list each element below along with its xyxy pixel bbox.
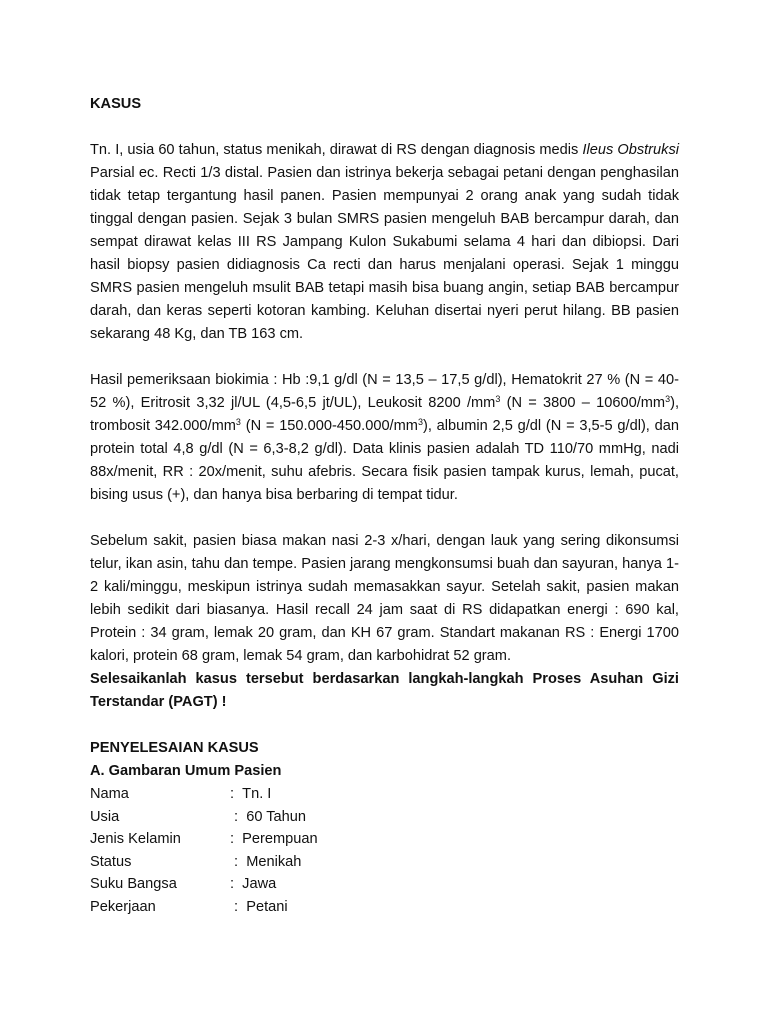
text-run: (N = 150.000-450.000/mm <box>240 418 418 434</box>
case-paragraph-1 <box>90 139 679 346</box>
diet-history-paragraph: Sebelum sakit, pasien biasa makan nasi 2-3 x/hari, dengan lauk yang sering dikonsumsi telur, ikan asin, tahu dan tempe. Pasien jarang mengkonsumsi buah dan sayuran, hanya 1-2 kali/minggu, meskipun istrinya sudah memasakkan sayur. Setelah sakit, pasien makan lebih sedikit dari biasanya. Hasil recall 24 jam saat di RS didapatkan energi : 690 kal, Protein : 34 gram, lemak 20 gram, dan KH 67 gram. Standart makanan RS : Energi 1700 kalori, protein 68 gram, lemak 54 gram, dan karbohidrat 52 gram. <box>90 533 679 664</box>
case-title: KASUS <box>90 96 142 112</box>
patient-info-row <box>90 828 679 851</box>
superscript: 3 <box>235 417 241 427</box>
patient-info-row <box>90 873 679 896</box>
patient-info-row <box>90 851 679 874</box>
superscript: 3 <box>495 394 501 404</box>
text-run: ), trombosit 342.000/mm <box>90 395 679 434</box>
info-value: Petani <box>246 898 288 915</box>
info-separator: : <box>230 808 247 825</box>
patient-info-row <box>90 806 679 829</box>
info-label: Usia <box>90 808 120 825</box>
patient-info-row <box>90 896 679 919</box>
patient-info-row <box>90 783 679 806</box>
subsection-title: A. Gambaran Umum Pasien <box>90 763 282 779</box>
info-separator: : <box>230 876 243 893</box>
text-run: ), albumin 2,5 g/dl (N = 3,5-5 g/dl), dan protein total 4,8 g/dl (N = 6,3-8,2 g/dl). Data klinis pasien adalah TD 110/70 mmHg, nadi 88x/menit, RR : 20x/menit, suhu afebris. Secara fisik pasien tampak kurus, lemah, pucat, bising usus (+), dan hanya bisa berbaring di tempat tidur. <box>90 418 679 503</box>
info-value: Jawa <box>242 876 277 893</box>
info-label: Suku Bangsa <box>90 876 177 893</box>
spacer <box>90 507 679 530</box>
spacer <box>90 714 679 737</box>
text-run: Parsial ec. Recti 1/3 distal. Pasien dan istrinya bekerja sebagai petani dengan penghasilan tidak tetap tergantung hasil panen. Pasien mempunyai 2 orang anak yang sudah tidak tinggal dengan pasien. Sejak 3 bulan SMRS pasien mengeluh BAB bercampur darah, dan sempat dirawat kelas III RS Jampang Kulon Sukabumi selama 4 hari dan dibiopsi. Dari hasil biopsy pasien didiagnosis Ca recti dan harus menjalani operasi. Sejak 1 minggu SMRS pasien mengeluh msulit BAB tetapi masih bisa buang angin, setiap BAB bercampur darah, dan keras seperti kotoran kambing. Keluhan disertai nyeri perut hilang. BB pasien sekarang 48 Kg, dan TB 163 cm. <box>90 165 679 342</box>
text-run: Hasil pemeriksaan biokimia : Hb :9,1 g/dl (N = 13,5 – 17,5 g/dl), Hematokrit 27 % (N = 40-52 %), Eritrosit 3,32 jl/UL (4,5-6,5 jt/UL), Leukosit 8200 /mm <box>90 372 679 411</box>
text-run: (N = 3800 – 10600/mm <box>500 395 666 411</box>
diagnosis-italic: Ileus Obstruksi <box>582 142 679 158</box>
info-label: Nama <box>90 786 129 802</box>
info-value: Tn. I <box>242 786 272 802</box>
info-separator: : <box>230 898 247 915</box>
superscript: 3 <box>417 417 423 427</box>
info-label: Pekerjaan <box>90 898 156 915</box>
info-label: Jenis Kelamin <box>90 831 181 848</box>
info-separator: : <box>230 831 243 848</box>
info-separator: : <box>230 786 243 802</box>
info-value: Perempuan <box>242 831 318 848</box>
document-page <box>90 93 679 919</box>
instruction-text: Selesaikanlah kasus tersebut berdasarkan langkah-langkah Proses Asuhan Gizi Terstandar (PAGT) ! <box>90 671 679 710</box>
spacer <box>90 116 679 139</box>
text-run: Tn. I, usia 60 tahun, status menikah, dirawat di RS dengan diagnosis medis <box>90 142 583 158</box>
lab-results-paragraph <box>90 369 679 507</box>
patient-info-list <box>90 783 679 919</box>
section-title: PENYELESAIAN KASUS <box>90 740 259 756</box>
info-label: Status <box>90 853 132 870</box>
spacer <box>90 346 679 369</box>
info-value: 60 Tahun <box>246 808 307 825</box>
info-value: Menikah <box>246 853 302 870</box>
info-separator: : <box>230 853 247 870</box>
superscript: 3 <box>665 394 671 404</box>
